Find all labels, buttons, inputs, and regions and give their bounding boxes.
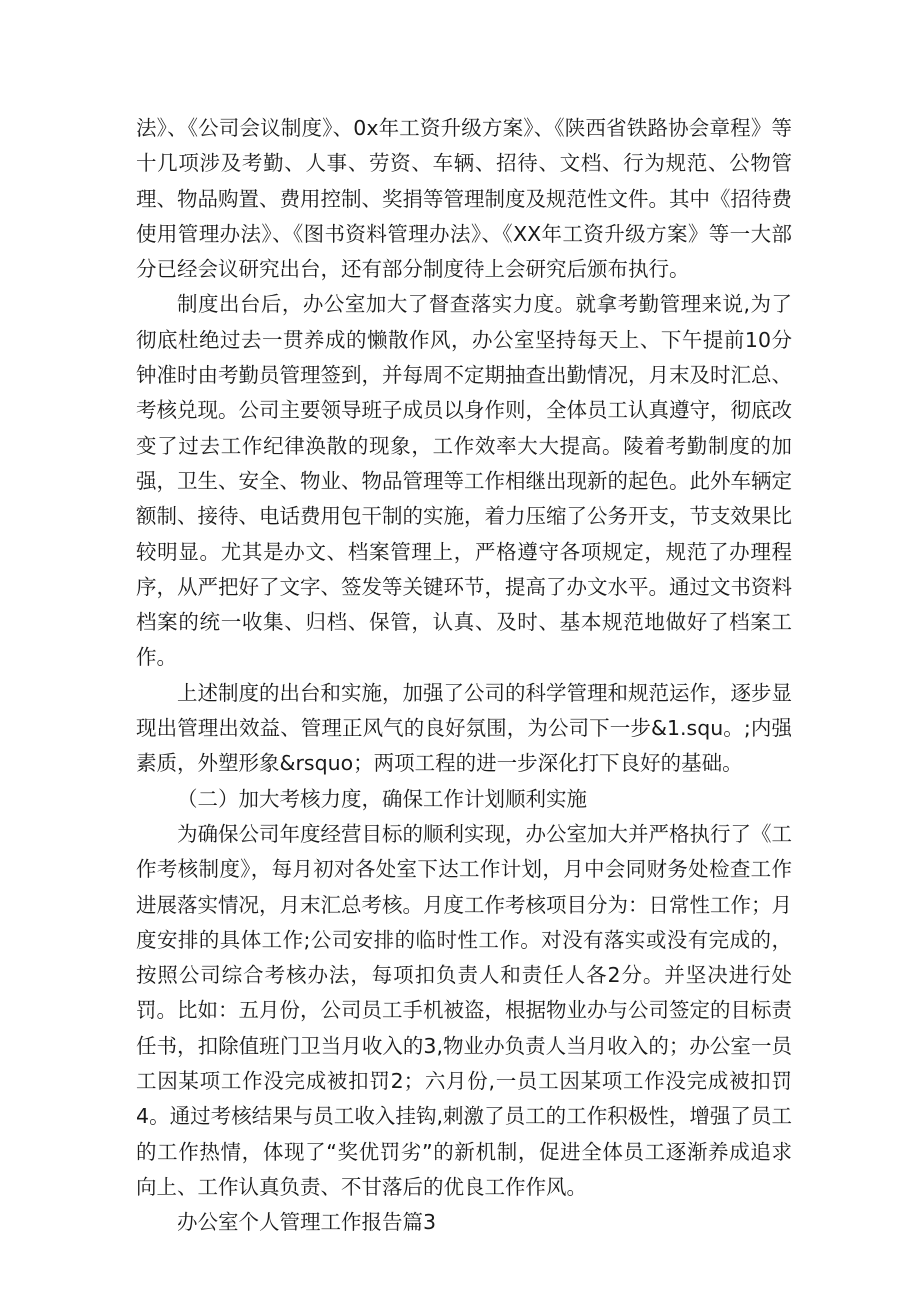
document-body: [136, 111, 792, 1241]
paragraph-attendance: 制度出台后，办公室加大了督查落实力度。就拿考勤管理来说,为了彻底杜绝过去一贯养成的懒散作风，办公室坚持每天上、下午提前10分钟准时由考勤员管理签到，并每周不定期抽查出勤情况，月末及时汇总、考核兑现。公司主要领导班子成员以身作则，全体员工认真遵守，彻底改变了过去工作纪律涣散的现象，工作效率大大提高。陵着考勤制度的加强，卫生、安全、物业、物品管理等工作相继出现新的起色。此外车辆定额制、接待、电话费用包干制的实施，着力压缩了公务开支，节支效果比较明显。尤其是办文、档案管理上，严格遵守各项规定，规范了办理程序，从严把好了文字、签发等关键环节，提高了办文水平。通过文书资料档案的统一收集、归档、保管，认真、及时、基本规范地做好了档案工作。: [136, 292, 792, 670]
report-title: 办公室个人管理工作报告篇3: [177, 1210, 437, 1235]
section-heading: （二）加大考核力度，确保工作计划顺利实施: [177, 786, 587, 811]
paragraph-assessment: 为确保公司年度经营目标的顺利实现，办公室加大并严格执行了《工作考核制度》，每月初对各处室下达工作计划，月中会同财务处检查工作进展落实情况，月末汇总考核。月度工作考核项目分为：日常性工作；月度安排的具体工作;公司安排的临时性工作。对没有落实或没有完成的，按照公司综合考核办法，每项扣负责人和责任人各2分。并坚决进行处罚。比如：五月份，公司员工手机被盗，根据物业办与公司签定的目标责任书，扣除值班门卫当月收入的3,物业办负责人当月收入的；办公室一员工因某项工作没完成被扣罚2；六月份,一员工因某项工作没完成被扣罚4。通过考核结果与员工收入挂钩,刺激了员工的工作积极性，增强了员工的工作热情，体现了“奖优罚劣”的新机制，促进全体员工逐渐养成追求向上、工作认真负责、不甘落后的优良工作作风。: [136, 821, 792, 1199]
paragraph-continued: 法》、《公司会议制度》、0x年工资升级方案》、《陕西省铁路协会章程》等十几项涉及考勤、人事、劳资、车辆、招待、文档、行为规范、公物管理、物品购置、费用控制、奖捐等管理制度及规范性文件。其中《招待费使用管理办法》、《图书资料管理办法》、《XX年工资升级方案》等一大部分已经会议研究出台，还有部分制度待上会研究后颁布执行。: [136, 116, 792, 282]
paragraph-summary: 上述制度的出台和实施，加强了公司的科学管理和规范运作，逐步显现出管理出效益、管理正风气的良好氛围，为公司下一步&1.squ。;内强素质，外塑形象&rsquo；两项工程的进一步深化打下良好的基础。: [136, 680, 792, 776]
